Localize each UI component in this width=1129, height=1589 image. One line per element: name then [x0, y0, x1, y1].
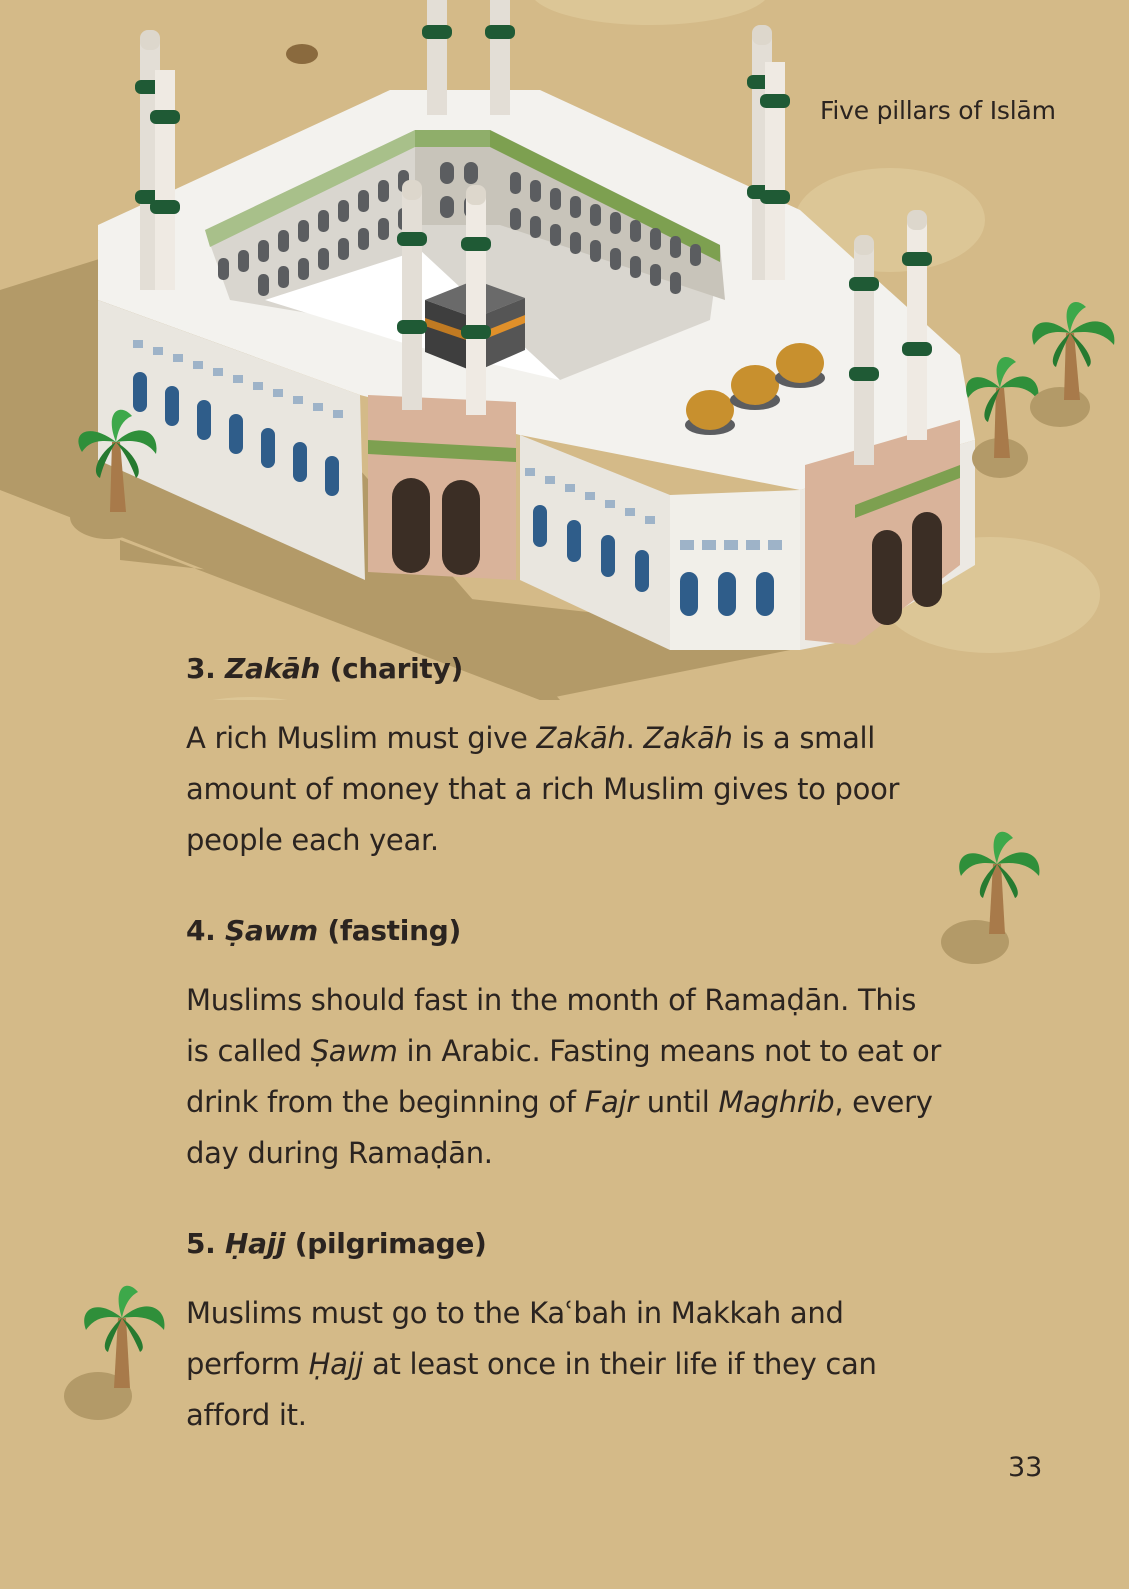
section-heading [186, 914, 946, 947]
section-term: Zakāh [224, 652, 321, 685]
pillar-hajj [186, 1227, 946, 1441]
section-body [186, 713, 946, 866]
palm-tree-icon [60, 402, 170, 547]
text-run: in Arabic. Fasting means not to eat or drink from the beginning of [186, 1034, 942, 1119]
running-header: Five pillars of Islām [820, 96, 1056, 125]
text-run: . [625, 721, 644, 755]
section-gloss: (pilgrimage) [294, 1227, 487, 1260]
italic-term: Ṣawm [310, 1034, 398, 1068]
italic-term: Fajr [584, 1085, 638, 1119]
section-term: Ṣawm [224, 914, 318, 947]
section-gloss: (fasting) [327, 914, 461, 947]
text-run: at least once in their life if they can afford it. [186, 1347, 877, 1432]
section-number: 4. [186, 914, 216, 947]
section-body [186, 975, 946, 1179]
italic-term: Ḥajj [308, 1347, 364, 1381]
section-heading [186, 652, 946, 685]
section-number: 5. [186, 1227, 216, 1260]
italic-term: Zakāh [536, 721, 626, 755]
italic-term: Zakāh [643, 721, 733, 755]
text-run: until [637, 1085, 719, 1119]
palm-tree-icon [1020, 295, 1129, 435]
section-body [186, 1288, 946, 1441]
pillar-zakah [186, 652, 946, 866]
section-heading [186, 1227, 946, 1260]
text-run: is a small amount of money that a rich Muslim gives to poor people each year. [186, 721, 900, 857]
section-number: 3. [186, 652, 216, 685]
page-number: 33 [1008, 1452, 1043, 1483]
text-run: A rich Muslim must give [186, 721, 537, 755]
palm-tree-icon [60, 1276, 170, 1426]
italic-term: Maghrib [718, 1085, 835, 1119]
pillar-sawm [186, 914, 946, 1179]
palm-tree-icon [935, 822, 1045, 972]
text-run: , every day during Ramaḍān. [186, 1085, 933, 1170]
text-run: Muslims should fast in the month of Ramaḍān. This is called [186, 983, 917, 1068]
text-run: Muslims must go to the Kaʿbah in Makkah and perform [186, 1296, 844, 1381]
section-gloss: (charity) [329, 652, 463, 685]
section-term: Ḥajj [224, 1227, 286, 1260]
